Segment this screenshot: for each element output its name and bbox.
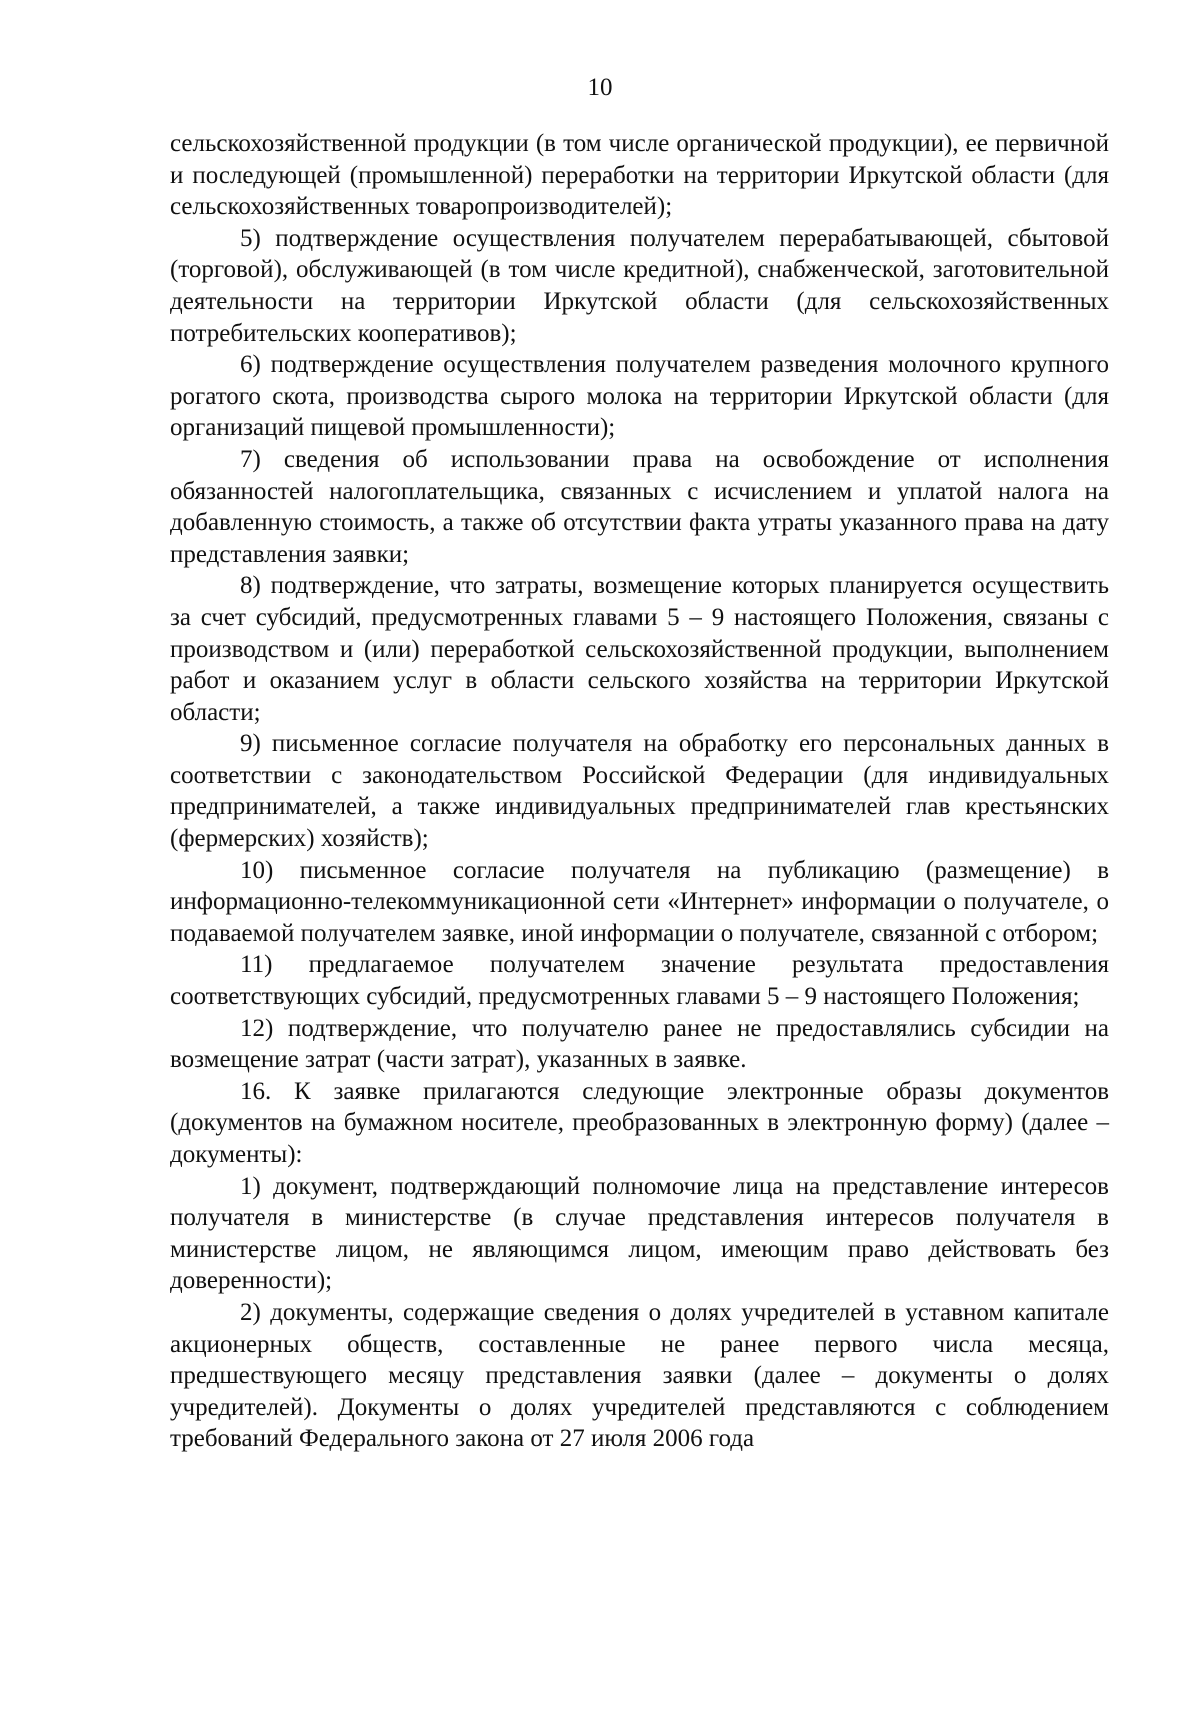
paragraph-continuation: сельскохозяйственной продукции (в том числе органической продукции), ее первичной и последующей (промышленной) переработки на территории Иркутской области (для сельскохозяйственных товаропроизводителей);: [170, 130, 1109, 221]
paragraph-section-16: 16. К заявке прилагаются следующие электронные образы документов (документов на бумажном носителе, преобразованных в электронную форму) (далее – документы):: [170, 1077, 1109, 1168]
paragraph-item-12: 12) подтверждение, что получателю ранее не предоставлялись субсидии на возмещение затрат (части затрат), указанных в заявке.: [170, 1014, 1109, 1074]
paragraph-item-9: 9) письменное согласие получателя на обработку его персональных данных в соответствии с законодательством Российской Федерации (для индивидуальных предпринимателей, а также индивидуальных предпринимателей глав крестьянских (фермерских) хозяйств);: [170, 730, 1109, 853]
paragraph-document-1: 1) документ, подтверждающий полномочие лица на представление интересов получателя в министерстве (в случае представления интересов получателя в министерстве лицом, не являющимся лицом, имеющим право действовать без доверенности);: [170, 1172, 1109, 1295]
paragraph-item-10: 10) письменное согласие получателя на публикацию (размещение) в информационно-телекоммуникационной сети «Интернет» информации о получателе, о подаваемой получателем заявке, иной информации о получателе, связанной с отбором;: [170, 856, 1109, 947]
paragraph-item-7: 7) сведения об использовании права на освобождение от исполнения обязанностей налогоплательщика, связанных с исчислением и уплатой налога на добавленную стоимость, а также об отсутствии факта утраты указанного права на дату представления заявки;: [170, 445, 1109, 568]
paragraph-item-8: 8) подтверждение, что затраты, возмещение которых планируется осуществить за счет субсидий, предусмотренных главами 5 – 9 настоящего Положения, связаны с производством и (или) переработкой сельскохозяйственной продукции, выполнением работ и оказанием услуг в области сельского хозяйства на территории Иркутской области;: [170, 572, 1109, 726]
paragraph-item-11: 11) предлагаемое получателем значение результата предоставления соответствующих субсидий, предусмотренных главами 5 – 9 настоящего Положения;: [170, 951, 1109, 1011]
page-number: 10: [587, 74, 613, 101]
paragraph-item-5: 5) подтверждение осуществления получателем перерабатывающей, сбытовой (торговой), обслуживающей (в том числе кредитной), снабженческой, заготовительной деятельности на территории Иркутской области (для сельскохозяйственных потребительских кооперативов);: [170, 224, 1109, 347]
paragraph-document-2: 2) документы, содержащие сведения о долях учредителей в уставном капитале акционерных обществ, составленные не ранее первого числа месяца, предшествующего месяцу представления заявки (далее – документы о долях учредителей). Документы о долях учредителей представляются с соблюдением требований Федерального закона от 27 июля 2006 года: [170, 1298, 1109, 1453]
paragraph-item-6: 6) подтверждение осуществления получателем разведения молочного крупного рогатого скота, производства сырого молока на территории Иркутской области (для организаций пищевой промышленности);: [170, 351, 1109, 442]
document-body: [170, 128, 1109, 1455]
